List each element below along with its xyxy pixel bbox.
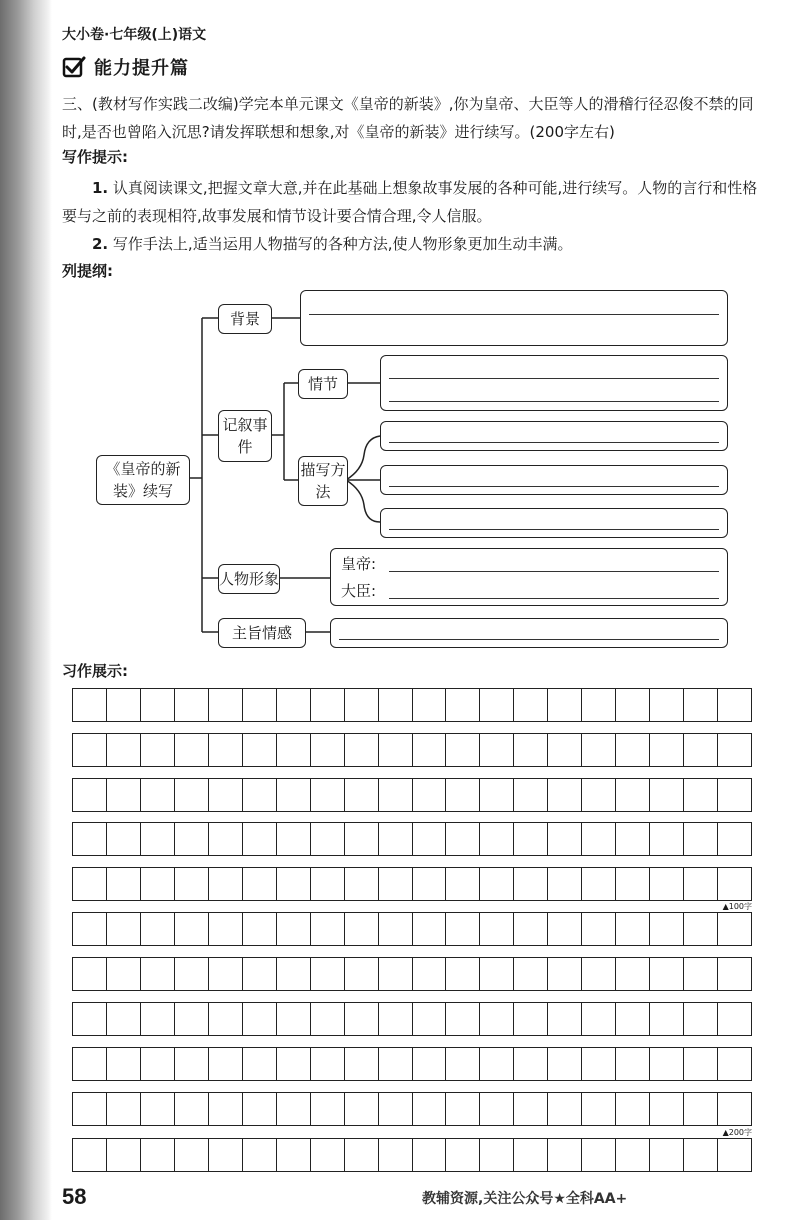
grid-cell[interactable] [379,958,413,990]
grid-cell[interactable] [582,1003,616,1035]
grid-cell[interactable] [413,734,447,766]
grid-cell[interactable] [209,1093,243,1125]
grid-cell[interactable] [379,1093,413,1125]
grid-cell[interactable] [446,779,480,811]
description-answer-box-2[interactable] [380,465,728,495]
grid-cell[interactable] [582,1139,616,1171]
grid-cell[interactable] [243,734,277,766]
grid-cell[interactable] [243,1003,277,1035]
grid-cell[interactable] [446,868,480,900]
grid-cell[interactable] [480,1003,514,1035]
grid-cell[interactable] [311,779,345,811]
grid-cell[interactable] [243,1048,277,1080]
grid-cell[interactable] [175,779,209,811]
grid-cell[interactable] [413,779,447,811]
grid-cell[interactable] [141,734,175,766]
grid-cell[interactable] [141,823,175,855]
section-title: 能力提升篇 [94,58,189,79]
grid-cell[interactable] [548,1003,582,1035]
grid-cell[interactable] [107,1003,141,1035]
grid-cell[interactable] [718,823,751,855]
grid-cell[interactable] [73,868,107,900]
grid-cell[interactable] [650,1093,684,1125]
grid-cell[interactable] [243,823,277,855]
grid-cell[interactable] [107,779,141,811]
minister-label: 大臣: [341,582,377,600]
grid-cell[interactable] [107,823,141,855]
grid-cell[interactable] [548,734,582,766]
grid-cell[interactable] [650,868,684,900]
grid-cell[interactable] [311,1139,345,1171]
grid-cell[interactable] [684,868,718,900]
grid-cell[interactable] [514,823,548,855]
plot-answer-box[interactable] [380,355,728,411]
grid-cell[interactable] [311,1093,345,1125]
grid-cell[interactable] [616,1003,650,1035]
grid-cell[interactable] [277,823,311,855]
grid-cell[interactable] [379,1139,413,1171]
grid-cell[interactable] [650,1048,684,1080]
grid-cell[interactable] [345,734,379,766]
grid-cell[interactable] [379,1003,413,1035]
outline-node-description-methods: 描写方法 [298,456,348,506]
grid-cell[interactable] [73,823,107,855]
grid-cell[interactable] [684,1139,718,1171]
grid-cell[interactable] [446,823,480,855]
grid-cell[interactable] [73,689,107,721]
page-number: 58 [62,1184,87,1209]
grid-cell[interactable] [684,823,718,855]
grid-cell[interactable] [548,958,582,990]
grid-cell[interactable] [480,689,514,721]
grid-cell[interactable] [650,958,684,990]
outline-node-theme-emotion: 主旨情感 [218,618,306,648]
grid-cell[interactable] [345,779,379,811]
grid-cell[interactable] [650,689,684,721]
grid-cell[interactable] [345,1048,379,1080]
character-answer-box[interactable] [330,548,728,606]
grid-row[interactable] [72,1047,752,1081]
grid-row[interactable] [72,912,752,946]
grid-cell[interactable] [277,913,311,945]
grid-cell[interactable] [345,823,379,855]
grid-cell[interactable] [514,1093,548,1125]
grid-cell[interactable] [243,1093,277,1125]
grid-cell[interactable] [209,913,243,945]
grid-cell[interactable] [616,689,650,721]
grid-cell[interactable] [209,779,243,811]
grid-cell[interactable] [175,1003,209,1035]
grid-cell[interactable] [480,958,514,990]
grid-cell[interactable] [175,958,209,990]
background-answer-box[interactable] [300,290,728,346]
grid-cell[interactable] [413,1139,447,1171]
grid-cell[interactable] [311,734,345,766]
grid-cell[interactable] [684,1048,718,1080]
grid-row[interactable] [72,688,752,722]
grid-cell[interactable] [480,1093,514,1125]
grid-cell[interactable] [718,1139,751,1171]
grid-cell[interactable] [107,1139,141,1171]
showcase-label: 习作展示: [62,662,128,680]
grid-cell[interactable] [718,1048,751,1080]
grid-cell[interactable] [175,913,209,945]
grid-cell[interactable] [141,1093,175,1125]
grid-cell[interactable] [243,689,277,721]
grid-cell[interactable] [379,1048,413,1080]
grid-cell[interactable] [582,1048,616,1080]
grid-cell[interactable] [141,779,175,811]
grid-cell[interactable] [175,823,209,855]
grid-cell[interactable] [480,1048,514,1080]
grid-cell[interactable] [548,823,582,855]
grid-cell[interactable] [616,913,650,945]
description-answer-box-1[interactable] [380,421,728,451]
grid-cell[interactable] [616,823,650,855]
grid-cell[interactable] [345,868,379,900]
grid-cell[interactable] [446,1003,480,1035]
grid-cell[interactable] [141,689,175,721]
grid-cell[interactable] [480,823,514,855]
grid-cell[interactable] [616,1139,650,1171]
grid-cell[interactable] [243,868,277,900]
grid-cell[interactable] [413,913,447,945]
hint-text: 认真阅读课文,把握文章大意,并在此基础上想象故事发展的各种可能,进行续写。人物的言行和性格要与之前的表现相符,故事发展和情节设计要合情合理,令人信服。 [62,179,758,225]
grid-cell[interactable] [616,779,650,811]
grid-cell[interactable] [514,958,548,990]
grid-cell[interactable] [616,868,650,900]
grid-cell[interactable] [73,958,107,990]
grid-cell[interactable] [684,779,718,811]
grid-row[interactable] [72,778,752,812]
question-text: 三、(教材写作实践二改编)学完本单元课文《皇帝的新装》,你为皇帝、大臣等人的滑稽行径忍俊不禁的同时,是否也曾陷入沉思?请发挥联想和想象,对《皇帝的新装》进行续写。(200字左右) [62,95,754,141]
grid-cell[interactable] [311,823,345,855]
grid-cell[interactable] [650,913,684,945]
header-title: 大小卷·七年级(上)语文 [62,27,207,43]
grid-cell[interactable] [209,868,243,900]
grid-cell[interactable] [514,1048,548,1080]
grid-cell[interactable] [379,868,413,900]
grid-cell[interactable] [718,1093,751,1125]
grid-cell[interactable] [107,1093,141,1125]
grid-row[interactable] [72,867,752,901]
grid-cell[interactable] [446,1139,480,1171]
grid-row[interactable] [72,1002,752,1036]
grid-row[interactable] [72,957,752,991]
grid-cell[interactable] [514,689,548,721]
grid-cell[interactable] [616,1093,650,1125]
grid-cell[interactable] [345,1003,379,1035]
grid-cell[interactable] [718,868,751,900]
grid-cell[interactable] [209,958,243,990]
grid-cell[interactable] [684,913,718,945]
grid-cell[interactable] [175,1139,209,1171]
grid-cell[interactable] [243,779,277,811]
grid-cell[interactable] [413,689,447,721]
grid-cell[interactable] [345,689,379,721]
grid-cell[interactable] [718,913,751,945]
grid-cell[interactable] [141,1139,175,1171]
grid-cell[interactable] [277,868,311,900]
grid-cell[interactable] [684,734,718,766]
grid-cell[interactable] [277,958,311,990]
grid-cell[interactable] [548,868,582,900]
grid-cell[interactable] [345,1093,379,1125]
grid-cell[interactable] [413,1003,447,1035]
grid-cell[interactable] [684,1003,718,1035]
grid-cell[interactable] [277,1093,311,1125]
grid-cell[interactable] [175,1048,209,1080]
outline-root: 《皇帝的新装》续写 [96,455,190,505]
grid-cell[interactable] [141,958,175,990]
grid-cell[interactable] [141,1048,175,1080]
grid-cell[interactable] [650,779,684,811]
grid-cell[interactable] [107,868,141,900]
grid-cell[interactable] [480,734,514,766]
grid-cell[interactable] [277,734,311,766]
grid-cell[interactable] [107,958,141,990]
grid-row[interactable] [72,1092,752,1126]
grid-cell[interactable] [107,913,141,945]
grid-cell[interactable] [548,1048,582,1080]
hint-number: 2. [92,235,109,253]
grid-cell[interactable] [311,913,345,945]
grid-cell[interactable] [311,958,345,990]
grid-cell[interactable] [548,913,582,945]
grid-cell[interactable] [73,1139,107,1171]
grid-cell[interactable] [718,734,751,766]
grid-row[interactable] [72,822,752,856]
grid-cell[interactable] [684,958,718,990]
grid-cell[interactable] [514,1003,548,1035]
grid-mark-200: ▲200字 [722,1128,752,1137]
grid-cell[interactable] [107,689,141,721]
grid-cell[interactable] [107,1048,141,1080]
grid-cell[interactable] [446,734,480,766]
grid-cell[interactable] [379,913,413,945]
grid-cell[interactable] [311,689,345,721]
grid-cell[interactable] [73,734,107,766]
grid-cell[interactable] [582,913,616,945]
writing-hints-label: 写作提示: [62,148,128,166]
grid-cell[interactable] [209,823,243,855]
grid-cell[interactable] [446,913,480,945]
grid-cell[interactable] [413,868,447,900]
grid-cell[interactable] [582,823,616,855]
grid-cell[interactable] [514,913,548,945]
grid-cell[interactable] [277,1048,311,1080]
grid-cell[interactable] [379,734,413,766]
grid-cell[interactable] [73,913,107,945]
grid-cell[interactable] [616,1048,650,1080]
grid-cell[interactable] [684,689,718,721]
grid-cell[interactable] [413,1048,447,1080]
grid-cell[interactable] [548,1139,582,1171]
description-answer-box-3[interactable] [380,508,728,538]
grid-cell[interactable] [582,734,616,766]
outline-node-plot: 情节 [298,369,348,399]
grid-cell[interactable] [413,823,447,855]
grid-cell[interactable] [413,958,447,990]
grid-cell[interactable] [175,1093,209,1125]
grid-cell[interactable] [311,868,345,900]
grid-cell[interactable] [514,868,548,900]
grid-cell[interactable] [243,913,277,945]
grid-cell[interactable] [277,779,311,811]
outline-label: 列提纲: [62,262,113,280]
grid-cell[interactable] [616,734,650,766]
grid-cell[interactable] [107,734,141,766]
grid-cell[interactable] [277,1139,311,1171]
grid-cell[interactable] [684,1093,718,1125]
grid-cell[interactable] [73,1048,107,1080]
grid-cell[interactable] [616,958,650,990]
grid-cell[interactable] [141,868,175,900]
outline-node-background: 背景 [218,304,272,334]
hint-number: 1. [92,179,109,197]
grid-row[interactable] [72,1138,752,1172]
grid-cell[interactable] [243,1139,277,1171]
theme-answer-box[interactable] [330,618,728,648]
grid-cell[interactable] [548,1093,582,1125]
grid-mark-100: ▲100字 [722,902,752,911]
grid-cell[interactable] [480,1139,514,1171]
grid-cell[interactable] [514,779,548,811]
hint-text: 写作手法上,适当运用人物描写的各种方法,使人物形象更加生动丰满。 [112,235,573,253]
grid-cell[interactable] [379,689,413,721]
grid-cell[interactable] [514,734,548,766]
grid-cell[interactable] [548,779,582,811]
grid-cell[interactable] [243,958,277,990]
grid-cell[interactable] [480,779,514,811]
grid-cell[interactable] [446,689,480,721]
grid-cell[interactable] [209,1139,243,1171]
grid-cell[interactable] [379,779,413,811]
grid-cell[interactable] [175,868,209,900]
grid-cell[interactable] [650,734,684,766]
grid-cell[interactable] [345,958,379,990]
grid-cell[interactable] [209,734,243,766]
grid-cell[interactable] [718,779,751,811]
grid-cell[interactable] [175,689,209,721]
grid-cell[interactable] [582,868,616,900]
grid-cell[interactable] [718,689,751,721]
grid-cell[interactable] [175,734,209,766]
grid-cell[interactable] [446,1093,480,1125]
grid-cell[interactable] [582,1093,616,1125]
grid-cell[interactable] [650,823,684,855]
grid-cell[interactable] [73,1093,107,1125]
grid-cell[interactable] [514,1139,548,1171]
grid-cell[interactable] [141,1003,175,1035]
grid-cell[interactable] [209,1048,243,1080]
grid-cell[interactable] [345,1139,379,1171]
grid-cell[interactable] [446,1048,480,1080]
grid-row[interactable] [72,733,752,767]
grid-cell[interactable] [73,779,107,811]
grid-cell[interactable] [277,689,311,721]
grid-cell[interactable] [446,958,480,990]
grid-cell[interactable] [548,689,582,721]
grid-cell[interactable] [480,913,514,945]
grid-cell[interactable] [345,913,379,945]
footer-note: 教辅资源,关注公众号★全科AA+ [422,1191,628,1207]
grid-cell[interactable] [582,689,616,721]
outline-node-narrative-events: 记叙事件 [218,410,272,462]
outline-node-character-image: 人物形象 [218,564,280,594]
grid-cell[interactable] [650,1003,684,1035]
grid-cell[interactable] [718,1003,751,1035]
grid-cell[interactable] [311,1048,345,1080]
grid-cell[interactable] [209,1003,243,1035]
emperor-label: 皇帝: [341,555,377,573]
grid-cell[interactable] [277,1003,311,1035]
grid-cell[interactable] [582,779,616,811]
grid-cell[interactable] [209,689,243,721]
grid-cell[interactable] [413,1093,447,1125]
grid-cell[interactable] [379,823,413,855]
grid-cell[interactable] [650,1139,684,1171]
grid-cell[interactable] [311,1003,345,1035]
grid-cell[interactable] [73,1003,107,1035]
grid-cell[interactable] [480,868,514,900]
grid-cell[interactable] [141,913,175,945]
grid-cell[interactable] [718,958,751,990]
grid-cell[interactable] [582,958,616,990]
